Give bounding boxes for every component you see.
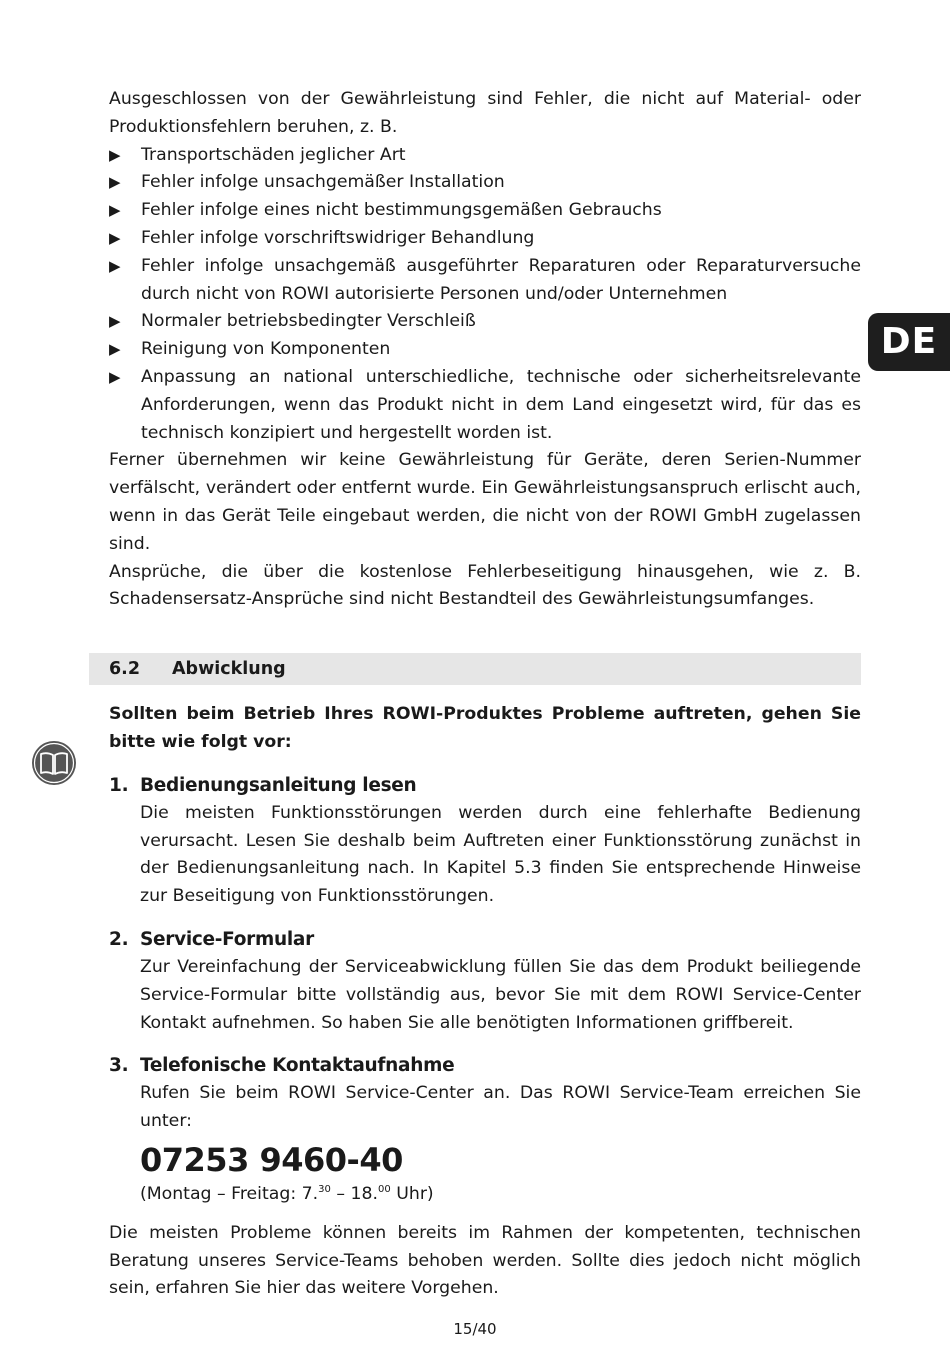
page-content (109, 86, 861, 1303)
triangle-right-icon: ▶ (109, 201, 121, 220)
list-item: ▶ Reinigung von Komponenten (109, 336, 861, 364)
service-hours: (Montag – Freitag: 7.30 – 18.00 Uhr) (140, 1183, 434, 1204)
step-body: Die meisten Funktionsstörungen werden durch eine fehlerhafte Bedienung verursacht. Lesen Sie deshalb beim Auftreten einer Funktionsstörung zunächst in der Bedienungsanleitung nach. In Kapitel 5.3 finden Sie entsprechende Hinweise zur Beseitigung von Funktionsstörungen. (140, 802, 861, 907)
warranty-paragraph-serial: Ferner übernehmen wir keine Gewährleistung für Geräte, deren Serien-Nummer verfälscht, verändert oder entfernt wurde. Ein Gewährleistungsanspruch erlischt auch, wenn in das Gerät Teile eingebaut werden, die nicht von der ROWI GmbH zugelassen sind. (109, 450, 861, 554)
triangle-right-icon: ▶ (109, 367, 121, 386)
language-tab: DE (868, 313, 950, 371)
section-heading (89, 653, 861, 685)
book-icon (31, 740, 77, 786)
phone-number: 07253 9460-40 (140, 1140, 403, 1179)
closing-paragraph: Die meisten Probleme können bereits im Rahmen der kompetenten, technischen Beratung unseres Service-Teams behoben werden. Sollte dies jedoch nicht möglich sein, erfahren Sie hier das weitere Vorgehen. (109, 1222, 861, 1299)
list-item: ▶ Fehler infolge eines nicht bestimmungsgemäßen Gebrauchs (109, 197, 861, 225)
section-number: 6.2 (109, 659, 141, 680)
exclusion-list (109, 142, 861, 448)
triangle-right-icon: ▶ (109, 340, 121, 359)
page-number: 15/40 (453, 1320, 497, 1338)
triangle-right-icon: ▶ (109, 228, 121, 247)
step-title: 1. Bedienungsanleitung lesen (109, 774, 417, 796)
triangle-right-icon: ▶ (109, 256, 121, 275)
step-phone-contact (109, 1051, 861, 1208)
step-service-form (109, 925, 861, 1037)
list-item: ▶ Fehler infolge unsachgemäßer Installation (109, 169, 861, 197)
step-read-manual (109, 771, 861, 911)
list-item: ▶ Transportschäden jeglicher Art (109, 142, 861, 170)
section-intro: Sollten beim Betrieb Ihres ROWI-Produktes Probleme auftreten, gehen Sie bitte wie folgt vor: (109, 704, 861, 752)
list-item: ▶ Normaler betriebsbedingter Verschleiß (109, 308, 861, 336)
warranty-paragraph-claims: Ansprüche, die über die kostenlose Fehlerbeseitigung hinausgehen, wie z. B. Schadensersatz-Ansprüche sind nicht Bestandteil des Gewährleistungsumfanges. (109, 561, 861, 610)
triangle-right-icon: ▶ (109, 312, 121, 331)
list-item: ▶ Fehler infolge vorschriftswidriger Behandlung (109, 225, 861, 253)
step-title: 3. Telefonische Kontaktaufnahme (109, 1055, 455, 1077)
step-body: Zur Vereinfachung der Serviceabwicklung füllen Sie das dem Produkt beiliegende Service-Formular bitte vollständig aus, bevor Sie mit dem ROWI Service-Center Kontakt aufnehmen. So haben Sie alle benötigten Informationen griffbereit. (140, 956, 861, 1033)
list-item: ▶ Fehler infolge unsachgemäß ausgeführter Reparaturen oder Reparaturversuche durch nicht von ROWI autorisierte Personen und/oder Unternehmen (109, 253, 861, 309)
warranty-intro: Ausgeschlossen von der Gewährleistung sind Fehler, die nicht auf Material- oder Produktionsfehlern beruhen, z. B. (109, 89, 861, 137)
triangle-right-icon: ▶ (109, 145, 121, 164)
step-title: 2. Service-Formular (109, 928, 314, 950)
step-body: Rufen Sie beim ROWI Service-Center an. Das ROWI Service-Team erreichen Sie unter: (140, 1083, 861, 1132)
section-title: Abwicklung (172, 659, 286, 680)
list-item: ▶ Anpassung an national unterschiedliche, technische oder sicherheitsrelevante Anforderungen, wenn das Produkt nicht in dem Land eingesetzt wird, für das es technisch konzipiert und hergestellt worden ist. (109, 364, 861, 447)
triangle-right-icon: ▶ (109, 173, 121, 192)
